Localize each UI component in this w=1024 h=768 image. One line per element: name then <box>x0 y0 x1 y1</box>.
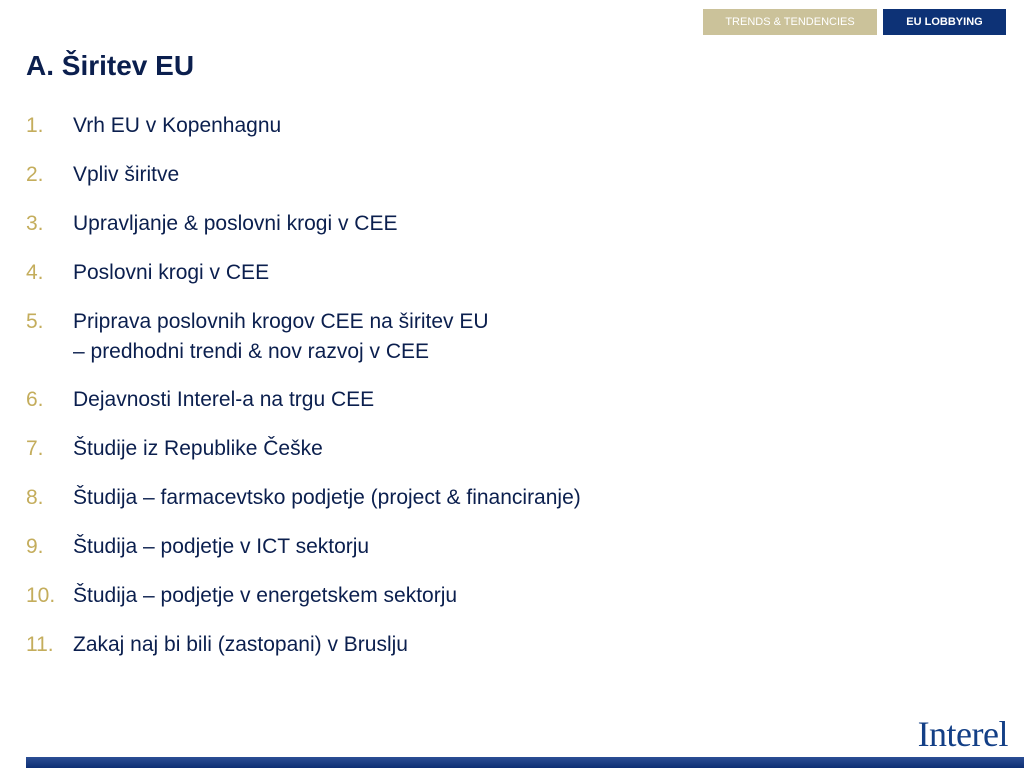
item-number: 4. <box>26 261 44 284</box>
header-tabs <box>703 9 1006 35</box>
item-number: 10. <box>26 584 56 607</box>
item-number: 11. <box>26 633 54 656</box>
item-text: Poslovni krogi v CEE <box>73 261 270 284</box>
agenda-item-8 <box>26 483 581 513</box>
item-text: Vpliv širitve <box>73 163 180 186</box>
item-number: 1. <box>26 114 44 137</box>
item-text: Študija – podjetje v energetskem sektorju <box>73 584 458 607</box>
agenda-item-11 <box>26 630 581 660</box>
footer-bar <box>26 757 1024 768</box>
item-text: Študija – podjetje v ICT sektorju <box>73 535 370 558</box>
item-number: 5. <box>26 310 44 333</box>
slide-title: A. Širitev EU <box>26 50 195 81</box>
agenda-item-4 <box>26 258 581 288</box>
agenda-item-3 <box>26 209 581 239</box>
item-text: Študije iz Republike Češke <box>73 437 323 460</box>
interel-logo: Interel <box>917 714 1008 754</box>
agenda-item-10 <box>26 581 581 611</box>
tab-trends-tendencies[interactable]: TRENDS & TENDENCIES <box>703 9 877 35</box>
item-text: Upravljanje & poslovni krogi v CEE <box>73 212 398 235</box>
item-number: 3. <box>26 212 44 235</box>
item-text: Študija – farmacevtsko podjetje (project & financiranje) <box>73 486 581 509</box>
agenda-item-6 <box>26 385 581 415</box>
agenda-item-9 <box>26 532 581 562</box>
agenda-list <box>26 111 581 679</box>
item-text: Priprava poslovnih krogov CEE na širitev EU <box>73 310 489 333</box>
item-subtext: – predhodni trendi & nov razvoj v CEE <box>73 340 430 363</box>
item-text: Vrh EU v Kopenhagnu <box>73 114 282 137</box>
agenda-item-5 <box>26 307 581 367</box>
item-number: 2. <box>26 163 44 186</box>
item-number: 9. <box>26 535 44 558</box>
item-number: 8. <box>26 486 44 509</box>
item-text: Dejavnosti Interel-a na trgu CEE <box>73 388 375 411</box>
agenda-item-2 <box>26 160 581 190</box>
item-number: 7. <box>26 437 44 460</box>
agenda-item-7 <box>26 434 581 464</box>
item-text: Zakaj naj bi bili (zastopani) v Bruslju <box>73 633 408 656</box>
agenda-item-1 <box>26 111 581 141</box>
item-number: 6. <box>26 388 44 411</box>
tab-eu-lobbying[interactable]: EU LOBBYING <box>883 9 1006 35</box>
